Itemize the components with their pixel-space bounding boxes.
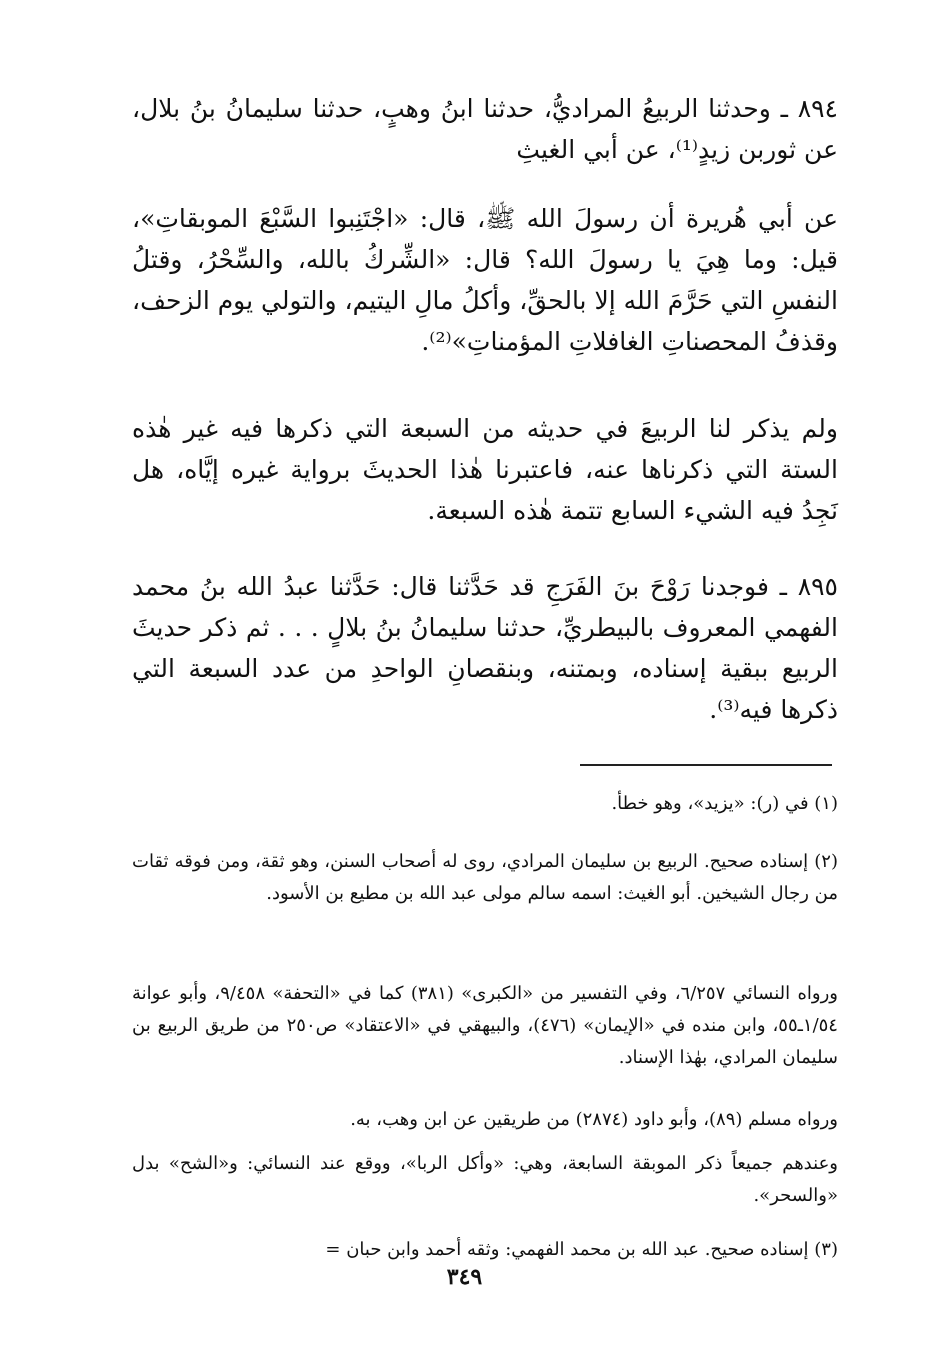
footnote-2-muslim	[132, 1104, 838, 1136]
footnote-1-text: (١) في (ر): «يزيد»، وهو خطأ.	[611, 793, 838, 814]
footnote-3	[132, 1234, 838, 1266]
footnote-2-sources: ورواه النسائي ٦/٢٥٧، وفي التفسير من «الكبرى» (٣٨١) كما في «التحفة» ٩/٤٥٨، وأبو عوانة ١/٥٤ـ٥٥، وابن منده في «الإيمان» (٤٧٦)، والبيهقي في «الاعتقاد» ص٢٥٠ من طريق الربيع بن سليمان المرادي، بهٰذا الإسناد.	[132, 983, 838, 1068]
footnote-separator	[580, 764, 832, 766]
footnote-2-note	[132, 1148, 838, 1212]
footnote-2-muslim-text: ورواه مسلم (٨٩)، وأبو داود (٢٨٧٤) من طريقين عن ابن وهب، به.	[350, 1109, 838, 1130]
commentary-text: ولم يذكر لنا الربيعَ في حديثه من السبعة التي ذكرها فيه غير هٰذه الستة التي ذكرناها عنه، فاعتبرنا هٰذا الحديثَ برواية غيره إيَّاه، هل نَجِدُ فيه الشيء السابع تتمة هٰذه السبعة.	[132, 414, 838, 525]
page-number: ٣٤٩	[446, 1264, 483, 1290]
footnote-2	[132, 846, 838, 910]
footnote-2-continued	[132, 978, 838, 1074]
footnote-2-note-text: وعندهم جميعاً ذكر الموبقة السابعة، وهي: «وأكل الربا»، ووقع عند النسائي: و«الشح» بدل «والسحر».	[132, 1153, 838, 1206]
hadith-894	[132, 88, 838, 170]
hadith-894-matn	[132, 198, 838, 362]
hadith-895-text: ٨٩٥ ـ فوجدنا رَوْحَ بنَ الفَرَجِ قد حَدَّثنا قال: حَدَّثنا عبدُ الله بنُ محمد الفهمي المعروف بالبيطريِّ، حدثنا سليمانُ بنُ بلالٍ . . . ثم ذكر حديثَ الربيع ببقية إسناده، وبمتنه، وبنقصانِ الواحدِ من عدد السبعة التي ذكرها فيه⁽³⁾.	[132, 572, 838, 724]
hadith-894-text: ٨٩٤ ـ وحدثنا الربيعُ المراديُّ، حدثنا ابنُ وهبٍ، حدثنا سليمانُ بنُ بلال، عن ثوربن زيدٍ⁽¹⁾، عن أبي الغيثِ	[132, 94, 838, 164]
footnote-1	[132, 788, 838, 820]
footnote-3-text: (٣) إسناده صحيح. عبد الله بن محمد الفهمي: وثقه أحمد وابن حبان =	[325, 1239, 838, 1260]
commentary-paragraph	[132, 408, 838, 531]
footnote-2-text: (٢) إسناده صحيح. الربيع بن سليمان المرادي، روى له أصحاب السنن، وهو ثقة، ومن فوقه ثقات من رجال الشيخين. أبو الغيث: اسمه سالم مولى عبد الله بن مطيع بن الأسود.	[132, 851, 838, 904]
hadith-894-matn-text: عن أبي هُريرة أن رسولَ الله ﷺ، قال: «اجْتَنِبوا السَّبْعَ الموبقاتِ»، قيل: وما هِيَ يا رسولَ الله؟ قال: «الشِّركُ بالله، والسِّحْرُ، وقتلُ النفسِ التي حَرَّمَ الله إلا بالحقِّ، وأكلُ مالِ اليتيم، والتولي يوم الزحف، وقذفُ المحصناتِ الغافلاتِ المؤمناتِ»⁽²⁾.	[132, 204, 838, 356]
hadith-895	[132, 566, 838, 730]
